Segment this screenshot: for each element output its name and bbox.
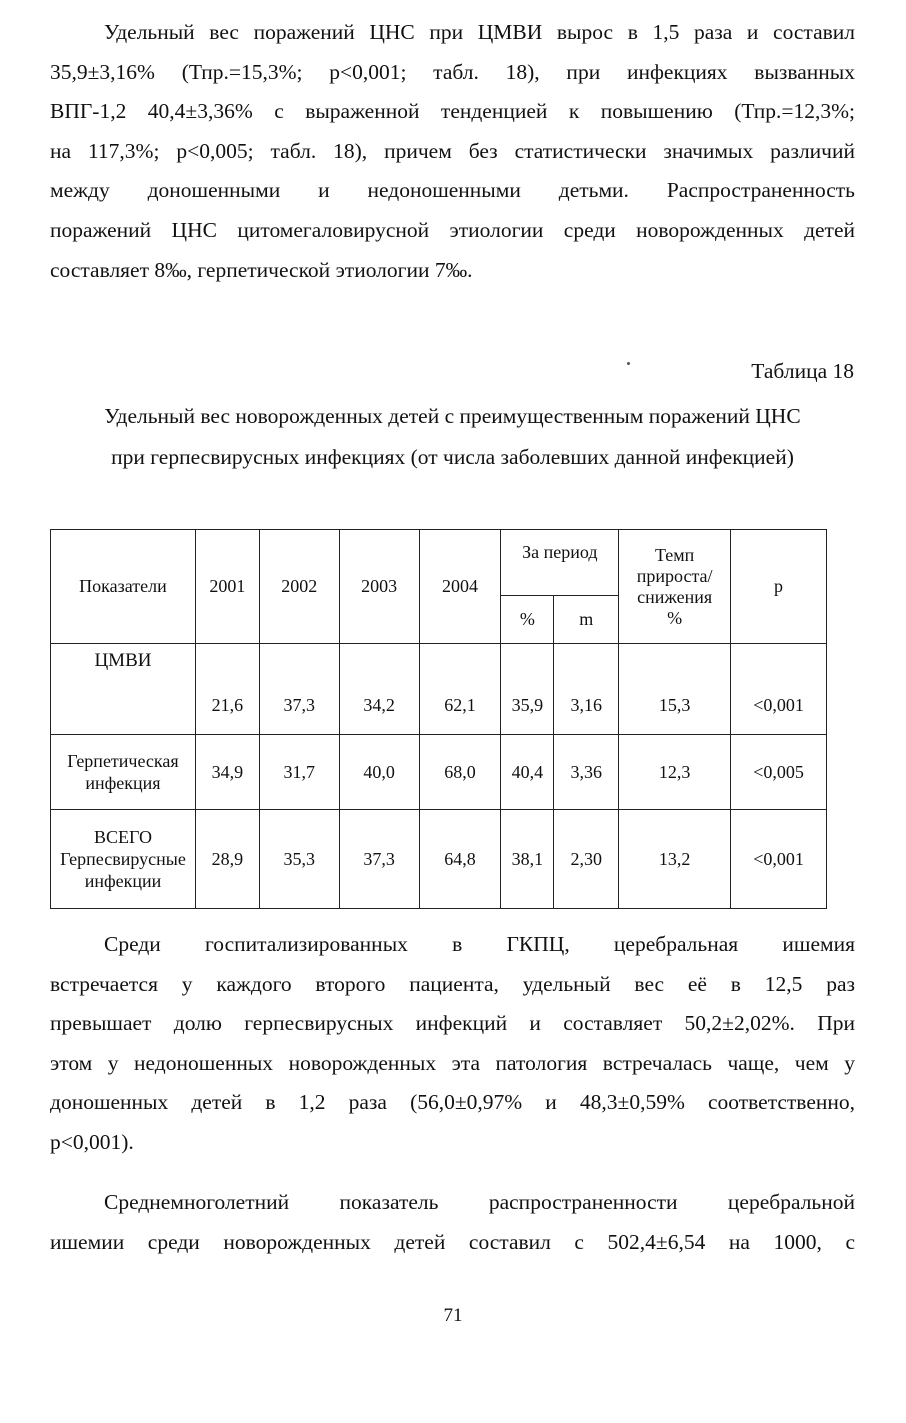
header-year: 2004 <box>419 530 501 644</box>
header-period: За период <box>501 530 619 596</box>
data-table <box>50 529 827 909</box>
text-line: этом у недоношенных новорожденных эта патология встречалась чаще, чем у <box>50 1050 855 1075</box>
text-line: 35,9±3,16% (Тпр.=15,3%; p<0,001; табл. 18), при инфекциях вызванных <box>50 59 855 84</box>
text-line: p<0,001). <box>50 1129 134 1154</box>
cell-value: 37,3 <box>259 644 339 735</box>
table-row <box>51 644 827 735</box>
cell-value: 21,6 <box>195 644 259 735</box>
cell-value: 28,9 <box>195 810 259 909</box>
cell-value: 62,1 <box>419 644 501 735</box>
cell-value: 38,1 <box>501 810 554 909</box>
text-line: на 117,3%; p<0,005; табл. 18), причем без статистически значимых различий <box>50 138 855 163</box>
cell-value: 34,9 <box>195 735 259 810</box>
cell-value: 31,7 <box>259 735 339 810</box>
text-line: поражений ЦНС цитомегаловирусной этиологии среди новорожденных детей <box>50 217 855 242</box>
header-year: 2003 <box>339 530 419 644</box>
cell-value: 37,3 <box>339 810 419 909</box>
cell-value: <0,005 <box>731 735 827 810</box>
table-title-line: при герпесвирусных инфекциях (от числа заболевших данной инфекцией) <box>111 445 794 469</box>
header-year: 2001 <box>195 530 259 644</box>
cell-value: 40,0 <box>339 735 419 810</box>
text-line: доношенных детей в 1,2 раза (56,0±0,97% и 48,3±0,59% соответственно, <box>50 1090 855 1115</box>
text-line: Удельный вес поражений ЦНС при ЦМВИ вырос в 1,5 раза и составил <box>104 20 855 44</box>
cell-value: 15,3 <box>619 644 731 735</box>
header-year: 2002 <box>259 530 339 644</box>
page-number: 71 <box>443 1305 463 1326</box>
header-growth-line: Темп <box>654 544 695 565</box>
header-period-percent: % <box>501 596 554 644</box>
cell-value: 3,16 <box>554 644 619 735</box>
cell-value: <0,001 <box>731 810 827 909</box>
table-number-label: Таблица 18 <box>751 359 854 383</box>
text-line: превышает долю герпесвирусных инфекций и составляет 50,2±2,02%. При <box>50 1011 855 1036</box>
cell-value: 34,2 <box>339 644 419 735</box>
cell-value: 40,4 <box>501 735 554 810</box>
text-line: Среди госпитализированных в ГКПЦ, церебральная ишемия <box>104 932 855 956</box>
header-period-m: m <box>554 596 619 644</box>
text-line: встречается у каждого второго пациента, удельный вес её в 12,5 раз <box>50 971 855 996</box>
table-row <box>51 735 827 810</box>
table-title <box>50 396 855 478</box>
cell-value: 35,3 <box>259 810 339 909</box>
row-label-line: ВСЕГО <box>93 827 152 847</box>
cell-value: <0,001 <box>731 644 827 735</box>
row-label-total <box>51 810 196 909</box>
text-line: Среднемноголетний показатель распространенности церебральной <box>104 1190 855 1214</box>
paragraph-prevalence <box>50 1183 855 1262</box>
cell-value: 2,30 <box>554 810 619 909</box>
row-label-line: ЦМВИ <box>94 650 152 671</box>
cell-value: 64,8 <box>419 810 501 909</box>
header-growth-line: % <box>667 607 683 628</box>
paragraph-cns-lesions <box>50 13 855 290</box>
table-title-line: Удельный вес новорожденных детей с преимущественным поражений ЦНС <box>104 404 801 428</box>
row-label-line: Герпесвирусные <box>60 849 186 869</box>
scan-speck <box>627 362 630 365</box>
header-growth-line: снижения <box>637 586 713 607</box>
row-label-line: Герпетическая <box>67 751 179 771</box>
header-growth-line: прироста/ <box>636 565 713 586</box>
row-label-herpetic <box>51 735 196 810</box>
text-line: ишемии среди новорожденных детей составил с 502,4±6,54 на 1000, с <box>50 1229 855 1254</box>
table-row <box>51 810 827 909</box>
text-line: составляет 8‰, герпетической этиологии 7‰. <box>50 257 473 282</box>
paragraph-cerebral-ischemia <box>50 925 855 1163</box>
text-line: ВПГ-1,2 40,4±3,36% с выраженной тенденцией к повышению (Тпр.=12,3%; <box>50 99 855 124</box>
text-line: между доношенными и недоношенными детьми. Распространенность <box>50 178 855 203</box>
cell-value: 12,3 <box>619 735 731 810</box>
cell-value: 35,9 <box>501 644 554 735</box>
cell-value: 68,0 <box>419 735 501 810</box>
row-label-line: инфекции <box>84 871 162 891</box>
row-label-cmv <box>51 644 196 735</box>
cell-value: 3,36 <box>554 735 619 810</box>
header-indicator: Показатели <box>51 530 196 644</box>
header-growth-rate <box>619 530 731 644</box>
row-label-line: инфекция <box>85 773 161 793</box>
header-p: p <box>731 530 827 644</box>
cell-value: 13,2 <box>619 810 731 909</box>
